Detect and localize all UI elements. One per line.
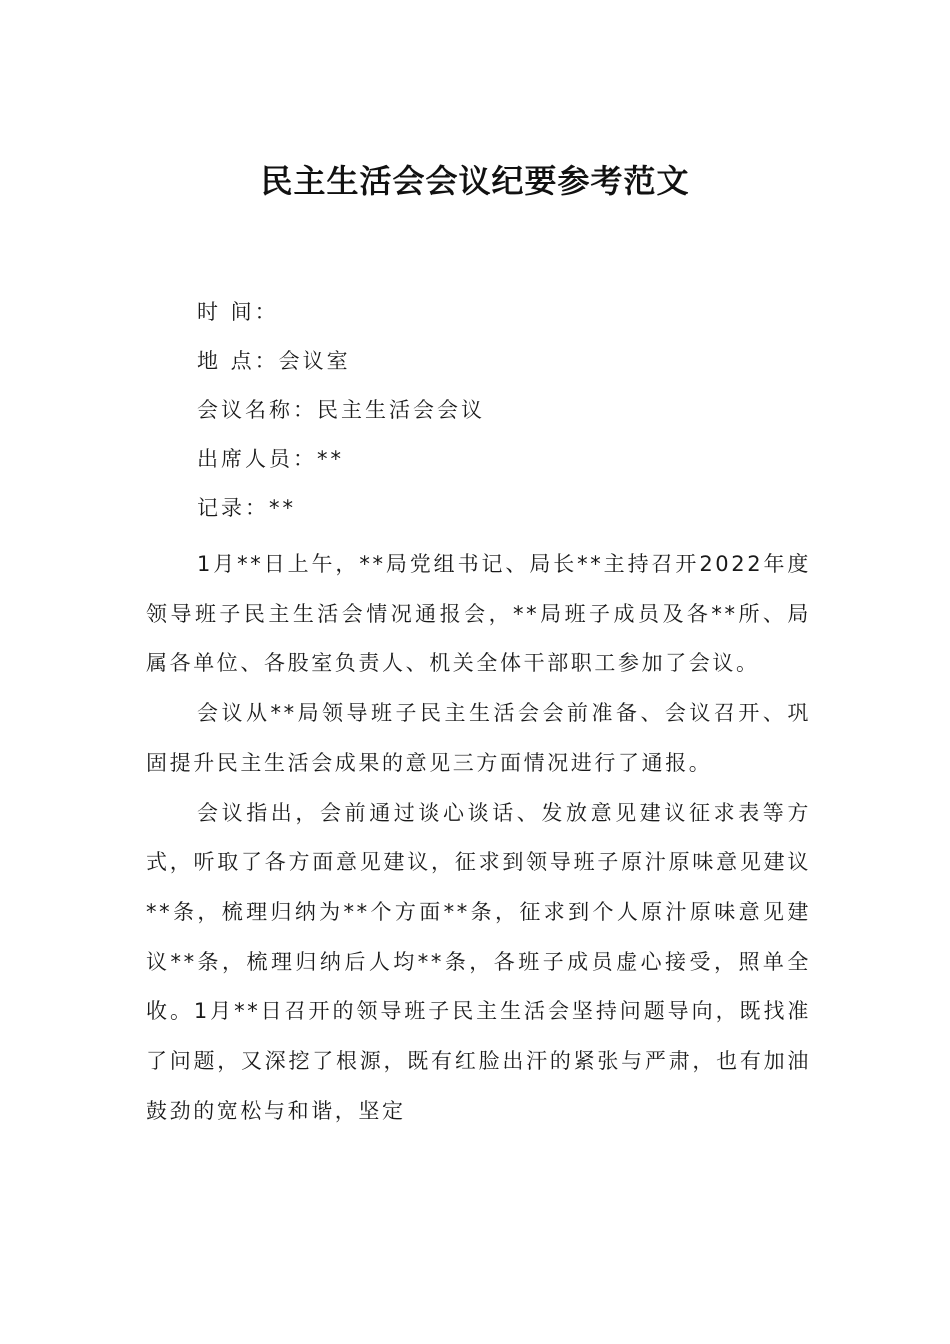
document-title: 民主生活会会议纪要参考范文 bbox=[260, 162, 690, 200]
meta-time: 时 间： bbox=[197, 300, 279, 324]
body-paragraph-2: 会议从**局领导班子民主生活会会前准备、会议召开、巩固提升民主生活会成果的意见三方面情况进行了通报。 bbox=[146, 701, 811, 775]
meta-recorder: 记录：** bbox=[197, 496, 296, 520]
meta-meeting-name: 会议名称：民主生活会会议 bbox=[197, 398, 485, 422]
body-paragraph-1: 1月**日上午，**局党组书记、局长**主持召开2022年度领导班子民主生活会情况通报会，**局班子成员及各**所、局属各单位、各股室负责人、机关全体干部职工参加了会议。 bbox=[146, 552, 811, 676]
body-paragraph-3: 会议指出，会前通过谈心谈话、发放意见建议征求表等方式，听取了各方面意见建议，征求到领导班子原汁原味意见建议**条，梳理归纳为**个方面**条，征求到个人原汁原味意见建议**条，梳理归纳后人均**条，各班子成员虚心接受，照单全收。1月**日召开的领导班子民主生活会坚持问题导向，既找准了问题，又深挖了根源，既有红脸出汗的紧张与严肃，也有加油鼓劲的宽松与和谐，坚定 bbox=[146, 800, 811, 1123]
meta-attendees: 出席人员：** bbox=[197, 447, 344, 471]
meta-place: 地 点：会议室 bbox=[197, 349, 351, 373]
document-body bbox=[146, 540, 811, 1136]
